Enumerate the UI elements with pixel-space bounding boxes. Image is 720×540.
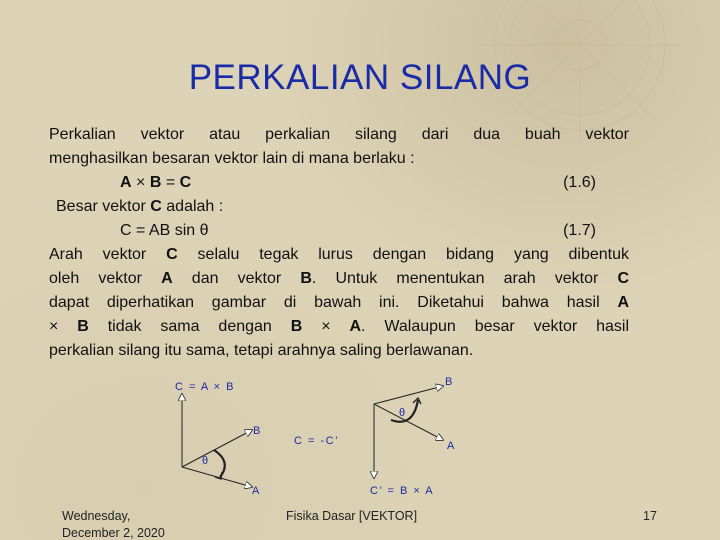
vector-a-right: [374, 404, 443, 440]
label-left-a: A: [252, 485, 261, 497]
label-left-b: B: [253, 425, 262, 437]
equation-cross-product: A × B = C: [120, 174, 192, 191]
equation-number-1-7: (1.7): [563, 222, 596, 239]
label-right-b: B: [445, 376, 454, 388]
footer-course-title: Fisika Dasar [VEKTOR]: [286, 509, 418, 523]
label-c-equals-minus-c-prime: C = -C’: [294, 435, 340, 447]
paragraph-2-line-1: Arah vektor C selalu tegak lurus dengan bidang yang dibentuk: [49, 246, 629, 263]
footer-page-number: 17: [643, 509, 657, 523]
label-left-theta: θ: [202, 455, 210, 467]
footer-date-line-2: December 2, 2020: [62, 526, 165, 540]
footer-date-line-1: Wednesday,: [62, 509, 131, 523]
paragraph-1-line-2: menghasilkan besaran vektor lain di mana berlaku :: [49, 150, 415, 167]
equation-magnitude: C = AB sin θ: [120, 222, 209, 239]
paragraph-2-line-2: oleh vektor A dan vektor B. Untuk menentukan arah vektor C: [49, 270, 630, 287]
label-right-theta: θ: [399, 407, 407, 419]
paragraph-1-line-1: Perkalian vektor atau perkalian silang dari dua buah vektor: [49, 126, 629, 143]
label-right-a: A: [447, 440, 456, 452]
page-title: PERKALIAN SILANG: [188, 58, 532, 97]
paragraph-2-line-3: dapat diperhatikan gambar di bawah ini. Diketahui bahwa hasil A: [49, 294, 629, 311]
vector-b-right: [374, 386, 443, 404]
paragraph-2-line-4: × B tidak sama dengan B × A. Walaupun besar vektor hasil: [49, 318, 630, 335]
left-vector-figure: [182, 394, 252, 487]
label-c-prime-equals-b-cross-a: C’ = B × A: [370, 485, 435, 497]
vector-b-left: [182, 430, 252, 467]
angle-arc-left-arrowhead: [215, 472, 222, 479]
angle-arc-left: [214, 450, 225, 477]
paragraph-2-line-5: perkalian silang itu sama, tetapi arahnya saling berlawanan.: [49, 342, 474, 359]
equation-number-1-6: (1.6): [563, 174, 596, 191]
label-c-equals-a-cross-b: C = A × B: [175, 381, 235, 393]
right-vector-figure: [374, 386, 443, 478]
magnitude-statement: Besar vektor C adalah :: [56, 198, 224, 215]
